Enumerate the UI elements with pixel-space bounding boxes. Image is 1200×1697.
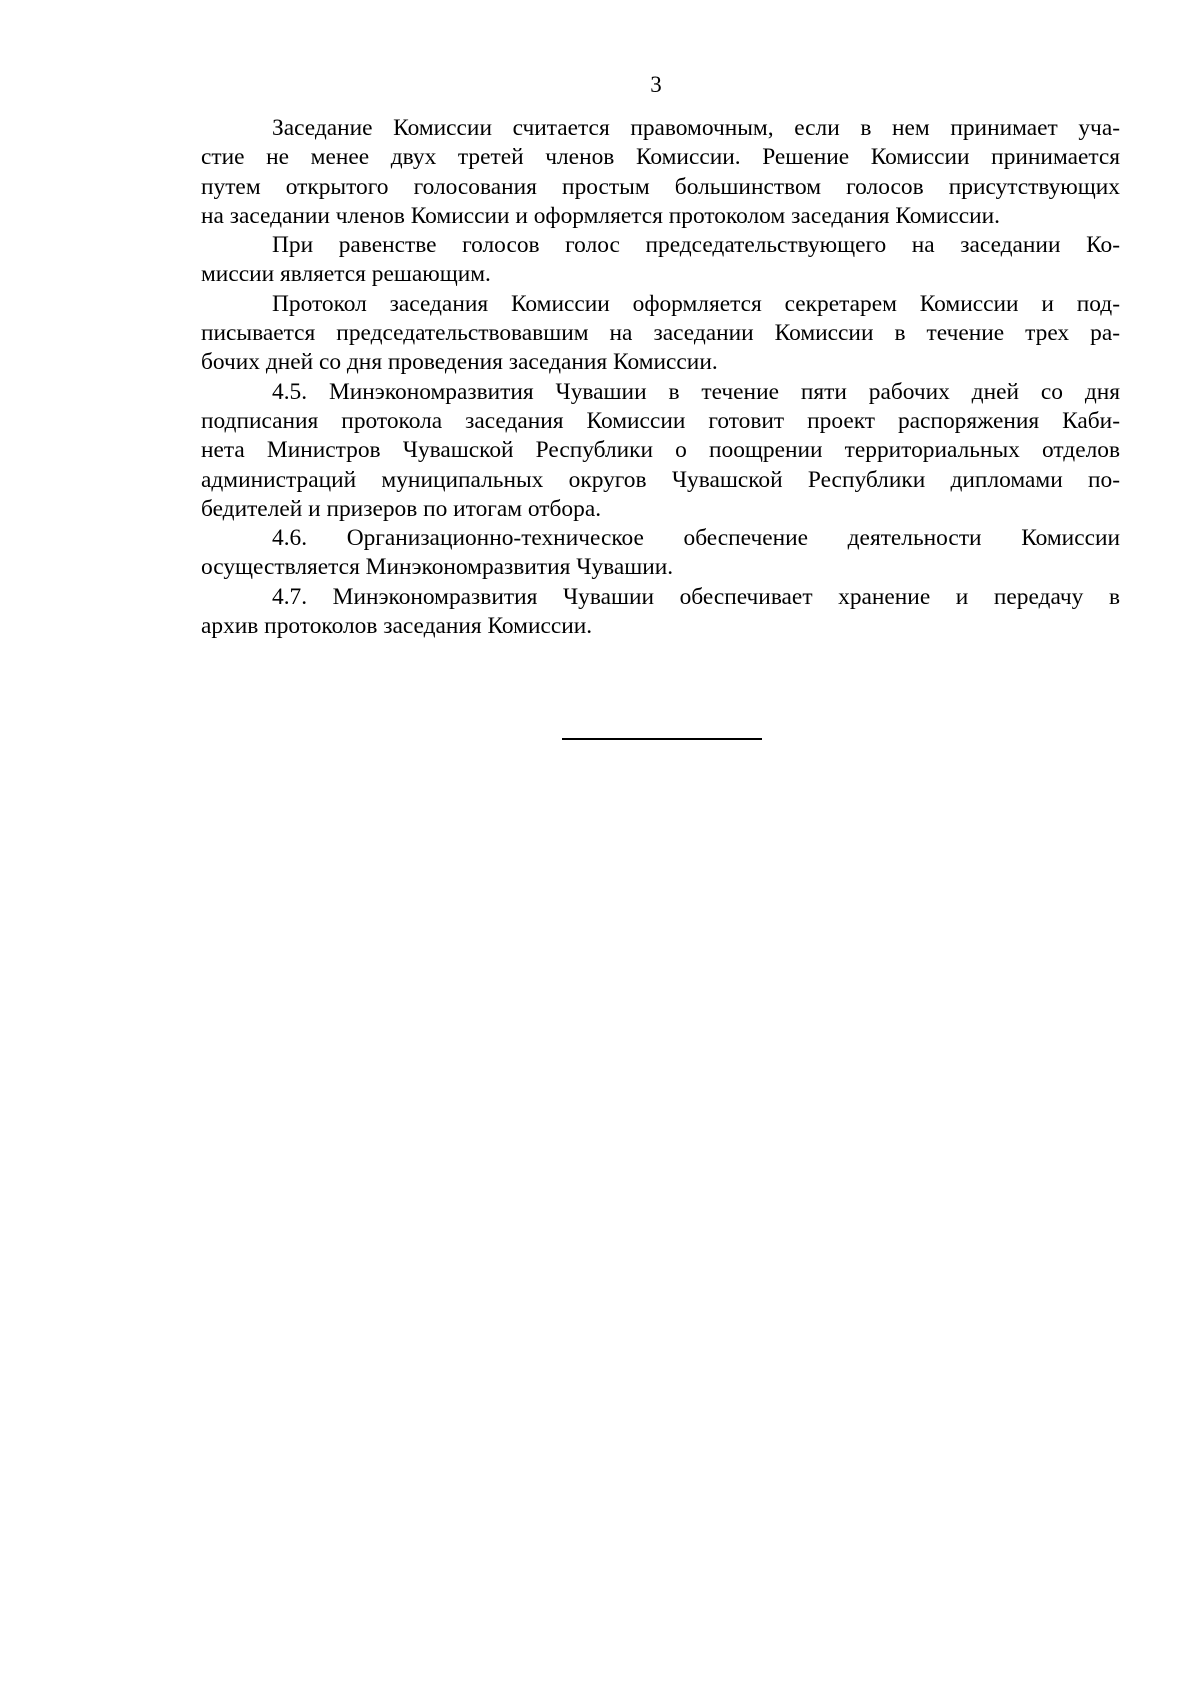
paragraph-protocol [201,290,1120,378]
text-line: нета Министров Чувашской Республики о поощрении территориальных отделов [201,437,1120,464]
text-line: 4.6. Организационно-техническое обеспечение деятельности Комиссии [272,525,1120,552]
text-line: администраций муниципальных округов Чувашской Республики дипломами по- [201,466,1120,493]
text-line: архив протоколов заседания Комиссии. [201,613,593,640]
text-line: При равенстве голосов голос председательствующего на заседании Ко- [272,232,1120,259]
text-line: Протокол заседания Комиссии оформляется секретарем Комиссии и под- [272,290,1120,317]
text-line: миссии является решающим. [201,261,491,288]
text-line: путем открытого голосования простым большинством голосов присутствующих [201,173,1120,200]
paragraph-4-6 [201,524,1120,583]
text-line: на заседании членов Комиссии и оформляется протоколом заседания Комиссии. [201,202,1001,229]
text-line: 4.5. Минэкономразвития Чувашии в течение пяти рабочих дней со дня [272,378,1120,405]
paragraph-4-5 [201,378,1120,524]
document-body [201,114,1120,641]
paragraph-quorum [201,114,1120,231]
paragraph-4-7 [201,583,1120,642]
text-line: 4.7. Минэкономразвития Чувашии обеспечивает хранение и передачу в [272,583,1120,610]
closing-divider [562,738,762,740]
text-line: писывается председательствовавшим на заседании Комиссии в течение трех ра- [201,320,1120,347]
text-line: осуществляется Минэкономразвития Чувашии. [201,554,674,581]
paragraph-tie-vote [201,231,1120,290]
page-number: 3 [650,72,662,97]
text-line: стие не менее двух третей членов Комиссии. Решение Комиссии принимается [201,144,1120,171]
text-line: Заседание Комиссии считается правомочным, если в нем принимает уча- [272,115,1120,141]
text-line: бедителей и призеров по итогам отбора. [201,495,602,522]
text-line: подписания протокола заседания Комиссии готовит проект распоряжения Каби- [201,407,1120,434]
text-line: бочих дней со дня проведения заседания Комиссии. [201,349,718,376]
